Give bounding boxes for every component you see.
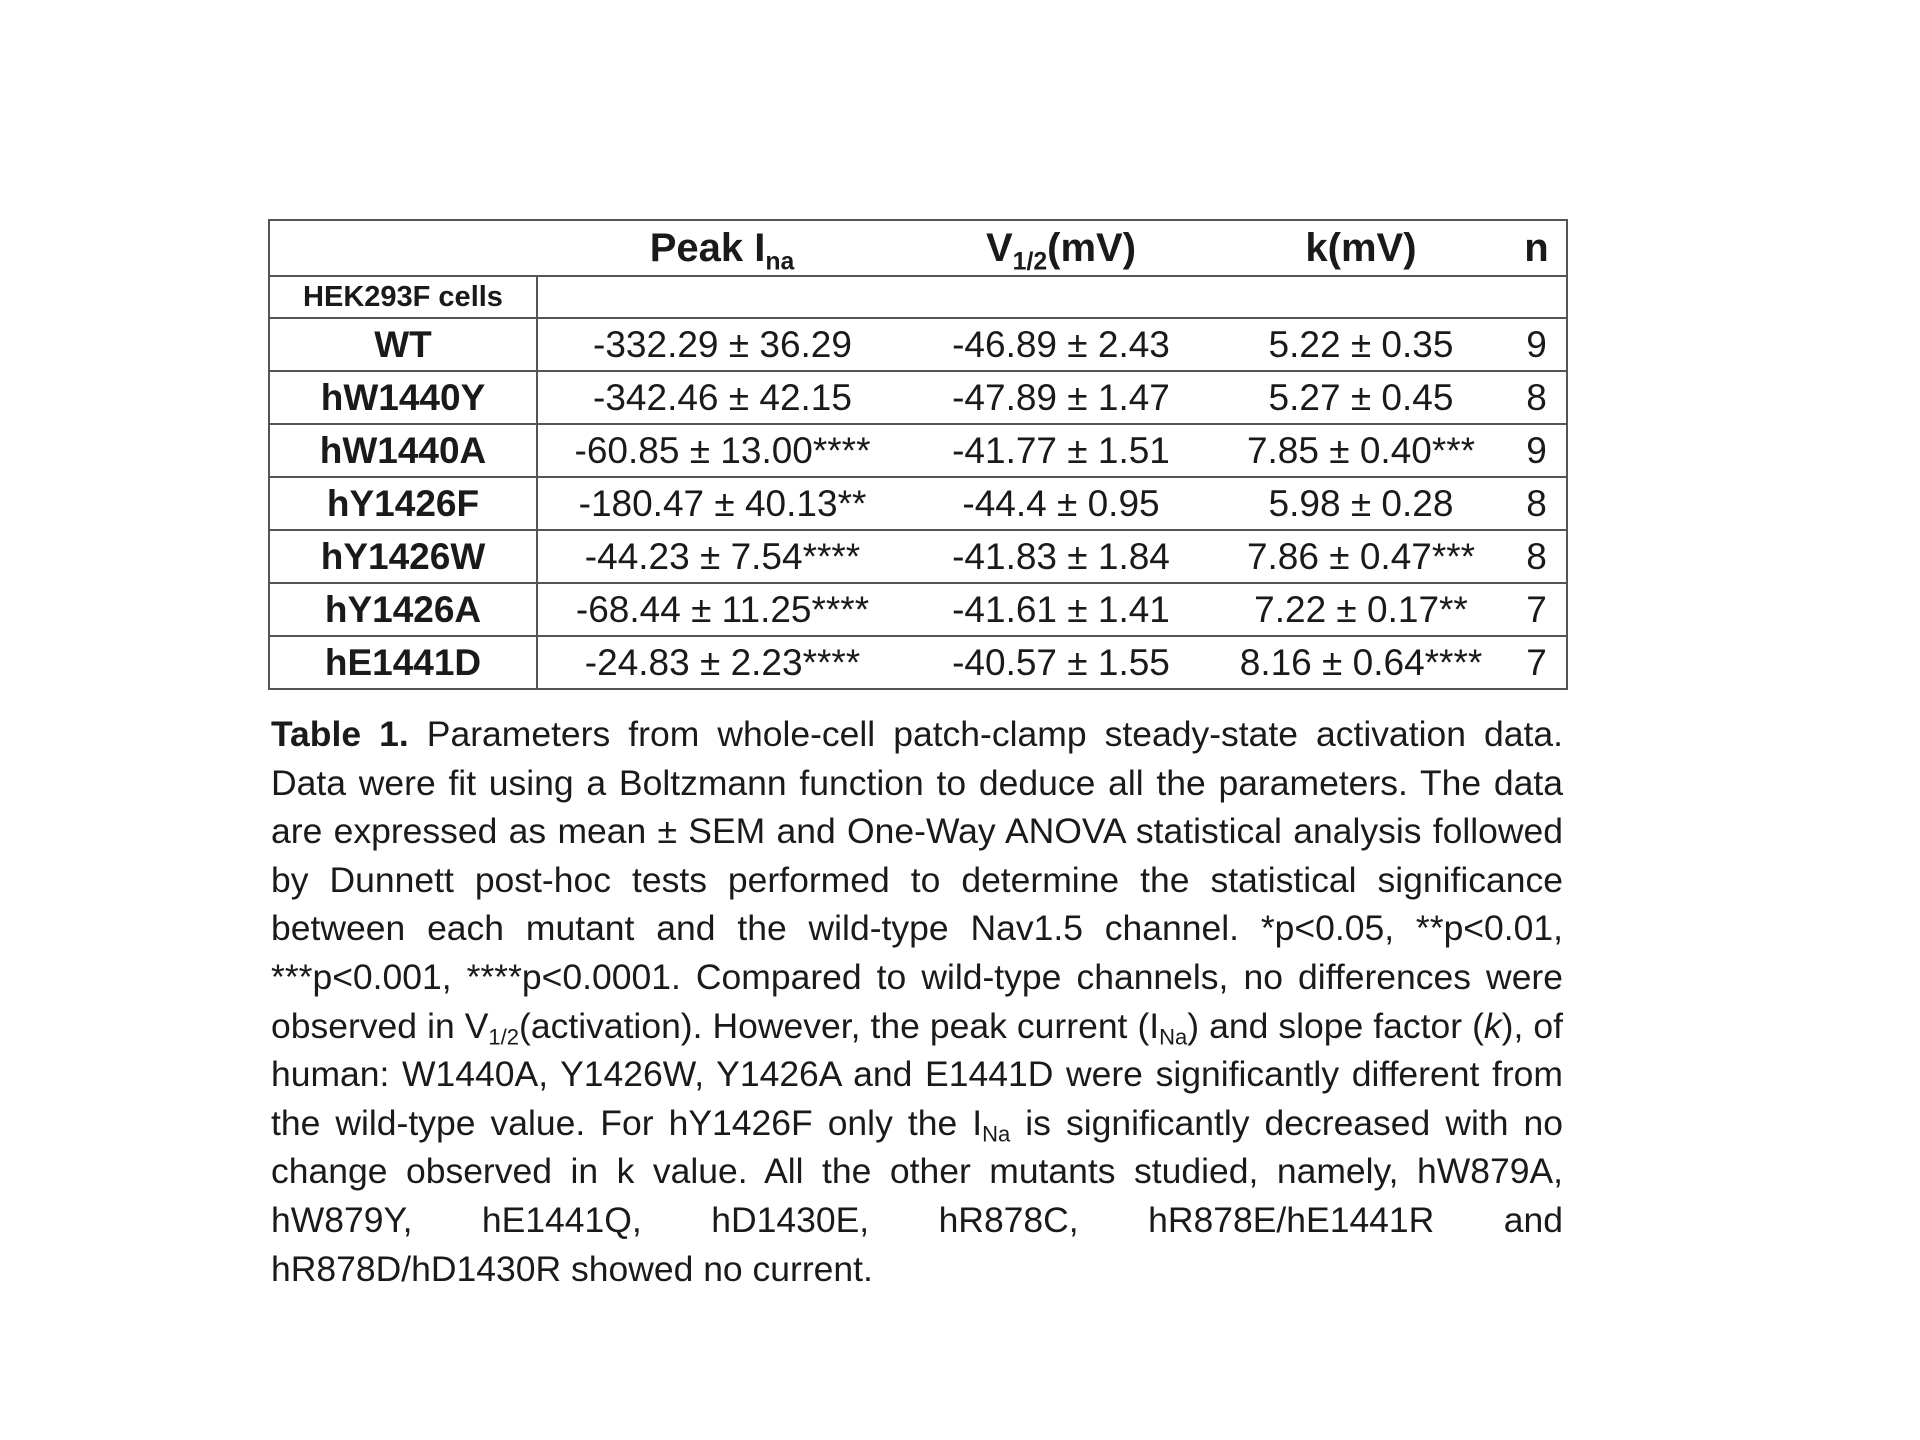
table-row [269,371,1567,424]
v-half-cell: -46.89 ± 2.43 [907,318,1215,371]
k-cell: 5.98 ± 0.28 [1215,477,1507,530]
group-row [269,276,1567,318]
row-name-cell: hY1426F [269,477,537,530]
parameters-table [268,219,1568,690]
peak-ina-cell: -342.46 ± 42.15 [537,371,907,424]
k-cell: 5.27 ± 0.45 [1215,371,1507,424]
table-row [269,477,1567,530]
n-cell: 9 [1507,424,1567,477]
n-cell: 8 [1507,371,1567,424]
k-cell: 5.22 ± 0.35 [1215,318,1507,371]
table-header-row [269,220,1567,276]
v-half-cell: -47.89 ± 1.47 [907,371,1215,424]
table-row [269,530,1567,583]
row-name-cell: hW1440Y [269,371,537,424]
caption-k-italic: k [1483,1005,1502,1046]
peak-ina-cell: -24.83 ± 2.23**** [537,636,907,689]
n-cell: 7 [1507,583,1567,636]
row-name-cell: hY1426W [269,530,537,583]
peak-ina-cell: -180.47 ± 40.13** [537,477,907,530]
header-k: k(mV) [1215,220,1507,276]
parameters-table-container [268,219,1566,690]
caption-sub-2: Na [1159,1024,1188,1050]
v-half-cell: -41.61 ± 1.41 [907,583,1215,636]
v-half-cell: -41.83 ± 1.84 [907,530,1215,583]
table-row [269,636,1567,689]
table-row [269,318,1567,371]
row-name-cell: hE1441D [269,636,537,689]
caption-sub-3: Na [982,1121,1011,1147]
row-name-cell: hY1426A [269,583,537,636]
v-half-cell: -44.4 ± 0.95 [907,477,1215,530]
table-row [269,583,1567,636]
group-label: HEK293F cells [269,276,537,318]
caption-text-4: ), of human: W1440A, Y1426W, Y1426A and E1441D were significantly different from the wild-type value. For hY1426F only the I [271,1005,1563,1143]
peak-ina-cell: -68.44 ± 11.25**** [537,583,907,636]
header-n: n [1507,220,1567,276]
row-name-cell: WT [269,318,537,371]
k-cell: 8.16 ± 0.64**** [1215,636,1507,689]
v-half-cell: -41.77 ± 1.51 [907,424,1215,477]
header-v-half: $V_{1/2}(mV)$ [907,220,1215,276]
caption-text-3: ) and slope factor ( [1187,1005,1484,1046]
group-filler [537,276,1567,318]
caption-label: Table 1. [271,714,409,754]
header-peak-ina: Peak $I_{na}$ [537,220,907,276]
peak-ina-cell: -44.23 ± 7.54**** [537,530,907,583]
k-cell: 7.85 ± 0.40*** [1215,424,1507,477]
v-half-cell: -40.57 ± 1.55 [907,636,1215,689]
n-cell: 7 [1507,636,1567,689]
caption-text-5: is significantly decreased with no change observed in k value. All the other mutants studied, namely, hW879A, hW879Y, hE1441Q, hD1430E, hR878C, hR878E/hE1441R and hR878D/hD1430R showed no current. [271,1102,1563,1289]
k-cell: 7.22 ± 0.17** [1215,583,1507,636]
table-row [269,424,1567,477]
n-cell: 8 [1507,530,1567,583]
caption-text-2: (activation). However, the peak current (I [519,1005,1160,1046]
n-cell: 8 [1507,477,1567,530]
table-body [269,318,1567,689]
caption-text-1: Parameters from whole-cell patch-clamp steady-state activation data. Data were fit using a Boltzmann function to deduce all the parameters. The data are expressed as mean ± SEM and One-Way ANOVA statistical analysis followed by Dunnett post-hoc tests performed to determine the statistical significance between each mutant and the wild-type Nav1.5 channel. *p<0.05, **p<0.01, ***p<0.001, ****p<0.0001. Compared to wild-type channels, no differences were observed in V [271,714,1563,1046]
k-cell: 7.86 ± 0.47*** [1215,530,1507,583]
row-name-cell: hW1440A [269,424,537,477]
n-cell: 9 [1507,318,1567,371]
caption-sub-1: 1/2 [488,1024,520,1050]
peak-ina-cell: -332.29 ± 36.29 [537,318,907,371]
header-empty-cell [269,220,537,276]
table-caption [271,710,1563,1293]
peak-ina-cell: -60.85 ± 13.00**** [537,424,907,477]
